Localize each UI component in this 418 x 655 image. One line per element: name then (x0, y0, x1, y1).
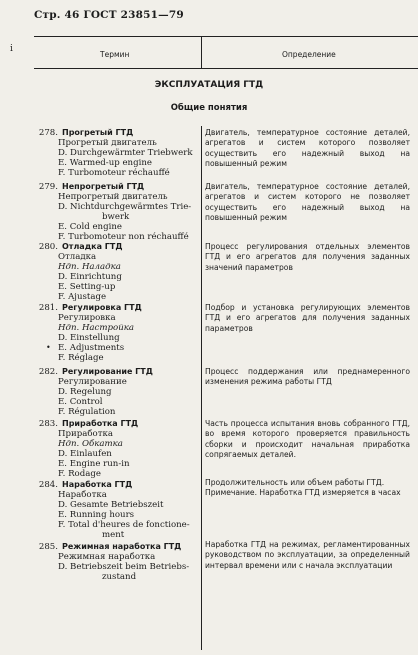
header-bottom-rule (34, 68, 418, 69)
term-line: E. Setting-up (58, 282, 116, 292)
header-column-divider (201, 36, 202, 68)
term-line: E. Running hours (58, 510, 135, 520)
term-line: E. Engine run-in (58, 459, 130, 469)
term-line: F. Régulation (58, 407, 116, 417)
term-line: D. Gesamte Betriebszeit (58, 500, 164, 510)
term-line: E. Warmed-up engine (58, 158, 152, 168)
page-header: Стр. 46 ГОСТ 23851—79 (34, 9, 184, 21)
term-line: Приработка (58, 429, 113, 439)
term-line: F. Total d'heures de fonctione- (58, 520, 190, 530)
definition-paragraph: Двигатель, температурное состояние деталей, агрегатов и систем которого не позволяет осуществить его надежный выход на повышенный режим (205, 182, 410, 223)
subsection-title: Общие понятия (170, 103, 248, 113)
term-line: F. Turbomoteur non réchauffé (58, 232, 189, 242)
term-line: D. Durchgewärmter Triebwerk (58, 148, 193, 158)
term-line: F. Réglage (58, 353, 104, 363)
definition-text (205, 242, 410, 273)
term-line: Непрогретый двигатель (58, 192, 168, 202)
definition-text (205, 303, 410, 334)
term-line: zustand (102, 572, 137, 582)
term-line: Режимная наработка (58, 552, 156, 562)
term-line: D. Einstellung (58, 333, 120, 343)
definition-paragraph: Продолжительность или объем работы ГТД. (205, 478, 385, 487)
term-line: Наработка (58, 490, 107, 500)
column-header-definition: Определение (282, 50, 336, 59)
term-line: ment (102, 530, 125, 540)
term-line: D. Einrichtung (58, 272, 122, 282)
term-number: 284. (38, 480, 58, 490)
term-title: Непрогретый ГТД (62, 182, 145, 191)
term-line: bwerk (102, 212, 130, 222)
definition-paragraph: Подбор и установка регулирующих элементов ГТД и его агрегатов для получения заданных параметров (205, 303, 410, 333)
bullet-mark: • (46, 343, 51, 352)
margin-mark: i (10, 44, 13, 54)
term-line: Регулировка (58, 313, 116, 323)
term-title: Отладка ГТД (62, 242, 123, 251)
term-line: Отладка (58, 252, 97, 262)
definition-paragraph: Процесс поддержания или преднамеренного изменения режима работы ГТД (205, 367, 410, 387)
definition-paragraph: Двигатель, температурное состояние деталей, агрегатов и систем которого позволяет осуществить его надежный выход на повышенный режим (205, 128, 410, 169)
table-top-rule (34, 36, 418, 37)
definition-note: Примечание. Наработка ГТД измеряется в часах (205, 488, 401, 498)
term-title: Регулировка ГТД (62, 303, 142, 312)
definition-text (205, 478, 410, 499)
term-line: E. Control (58, 397, 103, 407)
term-number: 278. (38, 128, 58, 138)
section-title: ЭКСПЛУАТАЦИЯ ГТД (154, 80, 264, 90)
term-number: 279. (38, 182, 58, 192)
definition-text (205, 128, 410, 170)
term-line: Регулирование (58, 377, 127, 387)
term-title: Наработка ГТД (62, 480, 133, 489)
definition-text (205, 540, 410, 571)
term-number: 283. (38, 419, 58, 429)
definition-paragraph: Часть процесса испытания вновь собранного ГТД, во время которого проверяется правильность сборки и происходит начальная приработка сопрягаемых деталей. (205, 419, 410, 460)
term-title: Прогретый ГТД (62, 128, 134, 137)
term-line: F. Ajustage (58, 292, 107, 302)
term-line: E. Cold engine (58, 222, 122, 232)
term-line: D. Einlaufen (58, 449, 112, 459)
definition-text (205, 367, 410, 388)
term-line: D. Nichtdurchgewärmtes Trie- (58, 202, 192, 212)
body-column-divider (201, 126, 202, 650)
definition-paragraph: Наработка ГТД на режимах, регламентированных руководством по эксплуатации, за определенный интервал времени или с начала эксплуатации (205, 540, 410, 570)
term-number: 285. (38, 542, 58, 552)
term-line: F. Turbomoteur réchauffé (58, 168, 170, 178)
term-title: Регулирование ГТД (62, 367, 153, 376)
term-line: Ндп. Обкатка (58, 439, 123, 449)
term-line: Ндп. Настройка (58, 323, 134, 333)
term-line: Ндп. Наладка (58, 262, 121, 272)
term-number: 281. (38, 303, 58, 313)
definition-paragraph: Процесс регулирования отдельных элементов ГТД и его агрегатов для получения заданных значений параметров (205, 242, 410, 272)
term-line: D. Regelung (58, 387, 112, 397)
definition-text (205, 419, 410, 461)
definition-text (205, 182, 410, 224)
term-title: Режимная наработка ГТД (62, 542, 182, 551)
term-line: E. Adjustments (58, 343, 125, 353)
term-title: Приработка ГТД (62, 419, 139, 428)
term-number: 280. (38, 242, 58, 252)
column-header-term: Термин (100, 50, 130, 59)
term-number: 282. (38, 367, 58, 377)
term-line: D. Betriebszeit beim Betriebs- (58, 562, 190, 572)
term-line: F. Rodage (58, 469, 101, 479)
term-line: Прогретый двигатель (58, 138, 157, 148)
